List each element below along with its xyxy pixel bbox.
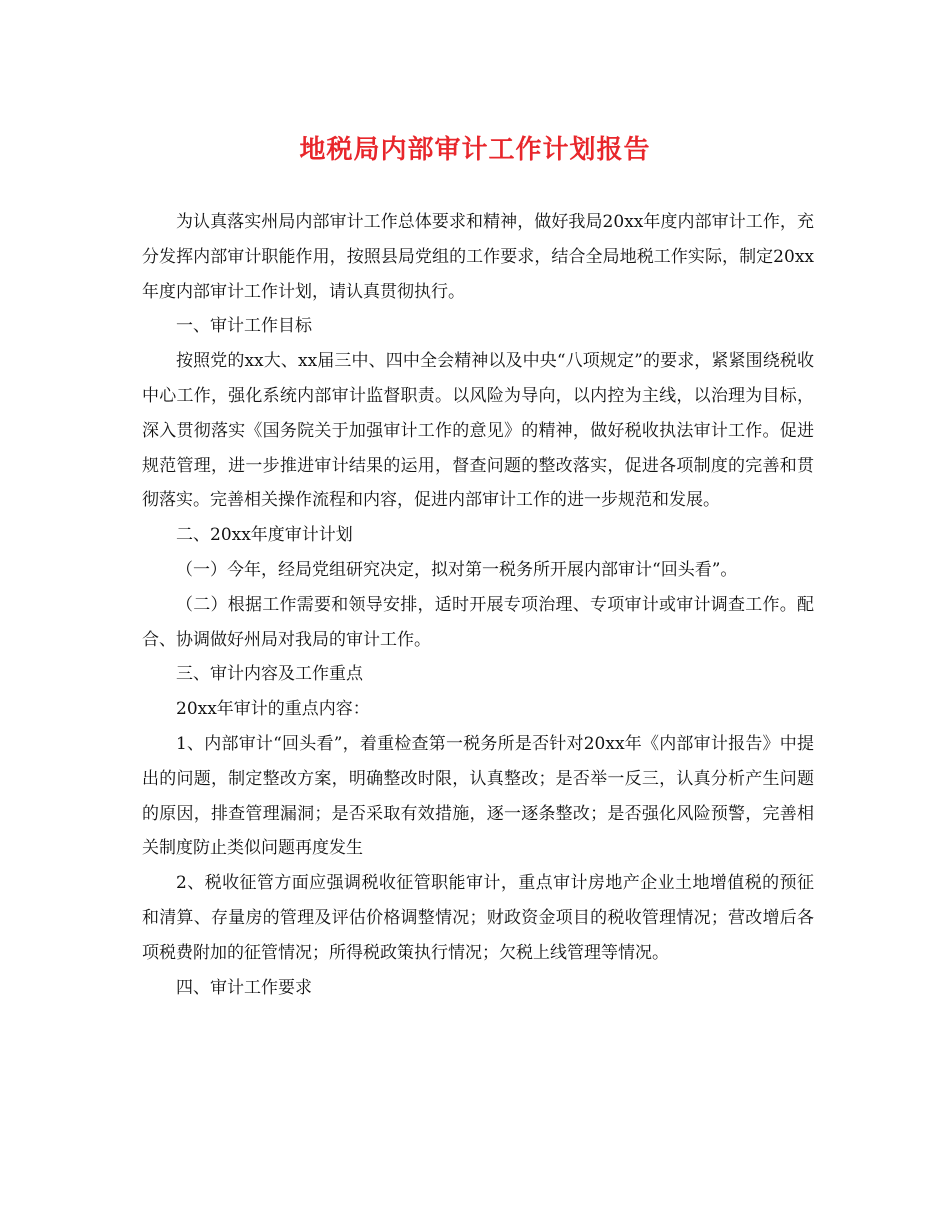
paragraph-key-item-1: 1、内部审计“回头看”，着重检查第一税务所是否针对20xx年《内部审计报告》中提出的问题，制定整改方案，明确整改时限，认真整改；是否举一反三，认真分析产生问题的原因，排查管理漏洞；是否采取有效措施，逐一逐条整改；是否强化风险预警，完善相关制度防止类似问题再度发生 — [142, 733, 814, 859]
heading-section-4: 四、审计工作要求 — [176, 977, 312, 998]
document-title: 地税局内部审计工作计划报告 — [299, 135, 651, 165]
paragraph-plan-item-2: （二）根据工作需要和领导安排，适时开展专项治理、专项审计或审计调查工作。配合、协调做好州局对我局的审计工作。 — [142, 594, 814, 650]
document-body — [142, 205, 814, 1005]
heading-section-1: 一、审计工作目标 — [176, 316, 312, 337]
paragraph-key-content-label: 20xx年审计的重点内容： — [176, 699, 370, 720]
paragraph-intro: 为认真落实州局内部审计工作总体要求和精神，做好我局20xx年度内部审计工作，充分发挥内部审计职能作用，按照县局党组的工作要求，结合全局地税工作实际，制定20xx年度内部审计工作计划，请认真贯彻执行。 — [142, 212, 814, 302]
paragraph-key-item-2: 2、税收征管方面应强调税收征管职能审计，重点审计房地产企业土地增值税的预征和清算、存量房的管理及评估价格调整情况；财政资金项目的税收管理情况；营改增后各项税费附加的征管情况；所得税政策执行情况；欠税上线管理等情况。 — [142, 873, 814, 963]
paragraph-plan-item-1: （一）今年，经局党组研究决定，拟对第一税务所开展内部审计“回头看”。 — [176, 559, 738, 580]
heading-section-3: 三、审计内容及工作重点 — [176, 664, 363, 685]
heading-section-2: 二、20xx年度审计计划 — [176, 525, 353, 546]
paragraph-section-1: 按照党的xx大、xx届三中、四中全会精神以及中央“八项规定”的要求，紧紧围绕税收中心工作，强化系统内部审计监督职责。以风险为导向，以内控为主线，以治理为目标，深入贯彻落实《国务院关于加强审计工作的意见》的精神，做好税收执法审计工作。促进规范管理，进一步推进审计结果的运用，督查问题的整改落实，促进各项制度的完善和贯彻落实。完善相关操作流程和内容，促进内部审计工作的进一步规范和发展。 — [142, 351, 814, 511]
